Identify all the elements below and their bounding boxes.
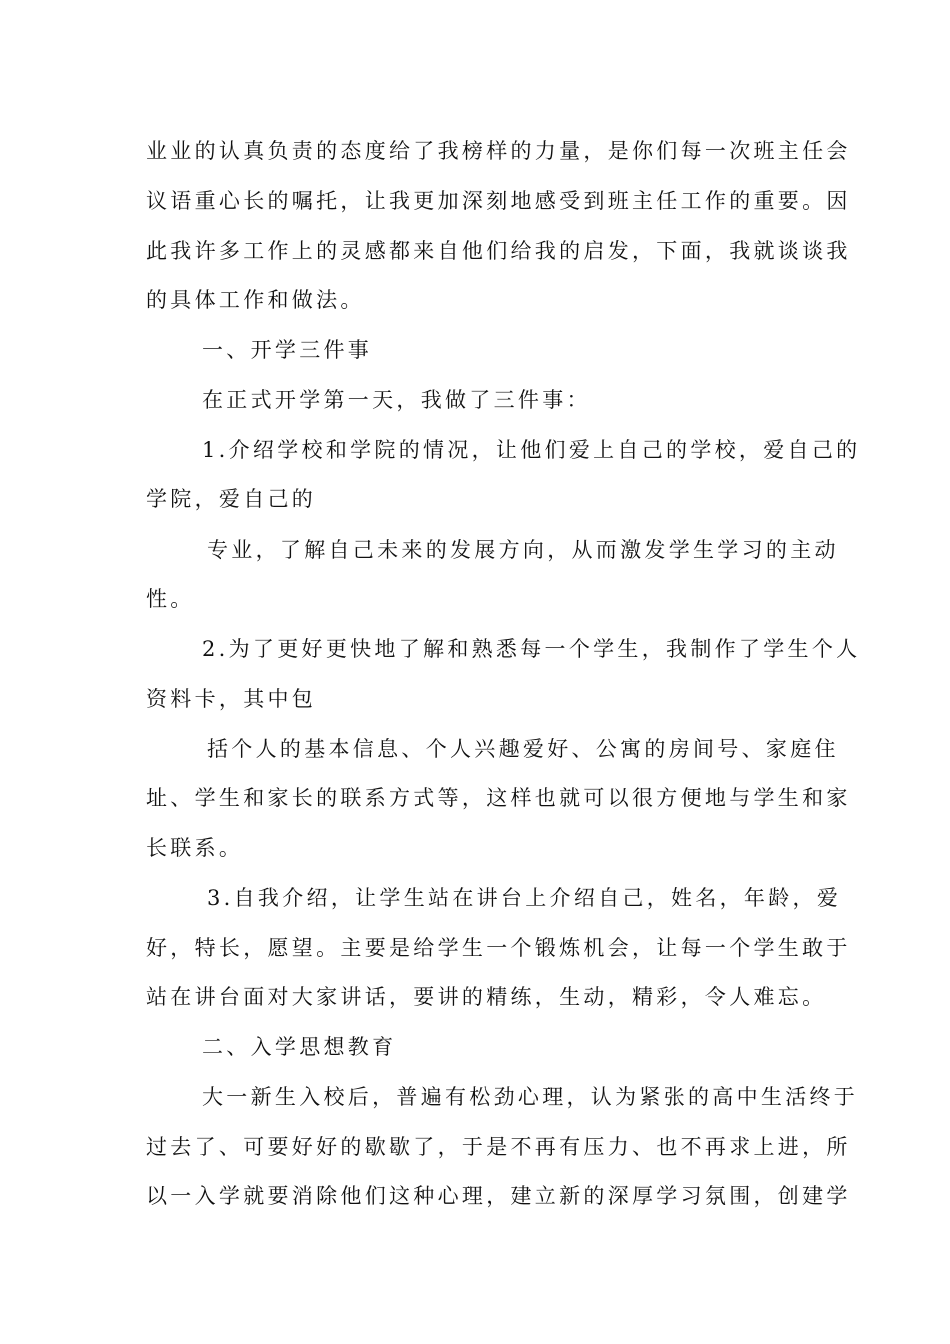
list-item-line: 2.为了更好更快地了解和熟悉每一个学生，我制作了学生个人 (202, 637, 861, 661)
list-item-line: 站在讲台面对大家讲话，要讲的精练，生动，精彩，令人难忘。 (146, 985, 827, 1009)
list-item-line: 学院，爱自己的 (146, 487, 317, 511)
list-item-line: 专业，了解自己未来的发展方向，从而激发学生学习的主动 (207, 538, 839, 562)
list-item-line: 址、学生和家长的联系方式等，这样也就可以很方便地与学生和家 (146, 786, 851, 810)
paragraph-line: 大一新生入校后，普遍有松劲心理，认为紧张的高中生活终于 (202, 1085, 859, 1109)
section-heading: 一、开学三件事 (202, 338, 373, 362)
list-item-line: 括个人的基本信息、个人兴趣爱好、公寓的房间号、家庭住 (207, 737, 839, 761)
paragraph-line: 的具体工作和做法。 (146, 288, 365, 312)
paragraph-line: 业业的认真负责的态度给了我榜样的力量，是你们每一次班主任会 (146, 139, 851, 163)
list-item-line: 好，特长，愿望。主要是给学生一个锻炼机会，让每一个学生敢于 (146, 936, 851, 960)
paragraph-line: 在正式开学第一天，我做了三件事： (202, 388, 591, 412)
list-item-line: 3.自我介绍，让学生站在讲台上介绍自己，姓名，年龄，爱 (207, 886, 842, 910)
list-item-line: 长联系。 (146, 836, 244, 860)
paragraph-line: 此我许多工作上的灵感都来自他们给我的启发，下面，我就谈谈我 (146, 239, 851, 263)
section-heading: 二、入学思想教育 (202, 1035, 397, 1059)
list-item-line: 1.介绍学校和学院的情况，让他们爱上自己的学校，爱自己的 (202, 438, 861, 462)
list-item-line: 资料卡，其中包 (146, 687, 317, 711)
paragraph-line: 过去了、可要好好的歇歇了，于是不再有压力、也不再求上进，所 (146, 1135, 851, 1159)
list-item-line: 性。 (146, 587, 195, 611)
paragraph-line: 以一入学就要消除他们这种心理，建立新的深厚学习氛围，创建学 (146, 1184, 851, 1208)
paragraph-line: 议语重心长的嘱托，让我更加深刻地感受到班主任工作的重要。因 (146, 189, 851, 213)
